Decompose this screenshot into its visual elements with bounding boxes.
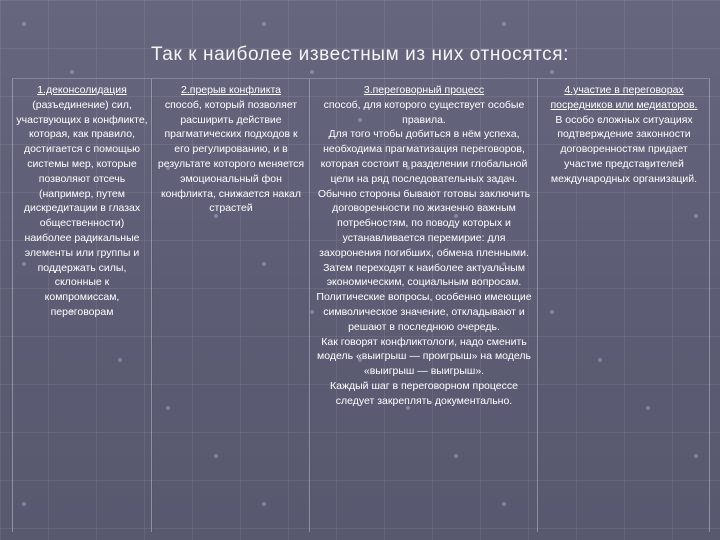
column-heading: 4.участие в переговорах посредников или медиаторов. (550, 84, 698, 111)
background-dot (550, 70, 554, 74)
column-heading: 2.прерыв конфликта (181, 84, 281, 96)
background-dot (262, 22, 266, 26)
column-paragraph: Для того чтобы добиться в нём успеха, необходима прагматизация переговоров, которая состоит в разделении глобальной цели на ряд последовательных задач. (320, 128, 528, 185)
column-paragraph: Как говорят конфликтологи, надо сменить модель «выигрыш — проигрыш» на модель «выигрыш — выигрыш». (317, 335, 531, 378)
column-text: В особо сложных ситуациях подтверждение законности договоренностям придает участие представителей международных организаций. (550, 113, 698, 185)
background-dot (502, 22, 506, 26)
column-deconsolidation (12, 79, 152, 532)
column-negotiation-process (310, 79, 538, 532)
background-dot (22, 22, 26, 26)
column-paragraph: Обычно стороны бывают готовы заключить договоренности по жизненно важным потребностям, по поводу которых и устанавливается перемирие: для захоронения погибших, обмена пленными. Затем переходят к наиболее актуальным экономическим, социальным вопросам. (317, 187, 531, 289)
column-heading: 3.переговорный процесс (363, 84, 485, 96)
column-mediators (538, 79, 710, 532)
slide-title: Так к наиболее известным из них относятся: (150, 44, 570, 65)
background-dot (310, 70, 314, 74)
column-text: (разъединение) сил, участвующих в конфликте, которая, как правило, достигается с помощью системы мер, которые позволяют отсечь (например, путем дискредитации в глазах общественности) наиболее радикальные элементы или группы и поддержать силы, склонные к компромиссам, переговорам (16, 98, 148, 318)
column-paragraph: Каждый шаг в переговорном процессе следует закреплять документально. (330, 379, 518, 407)
column-heading: 1.деконсолидация (37, 84, 127, 96)
column-paragraph: способ, для которого существует особые правила. (323, 98, 525, 126)
methods-table (12, 78, 710, 532)
column-paragraph: Политические вопросы, особенно имеющие символическое значение, откладывают и решают в последнюю очередь. (316, 291, 532, 333)
background-dot (70, 70, 74, 74)
column-text: способ, который позволяет расширить действие прагматических подходов к его регулированию, и в результате которого меняется эмоциональный фон конфликта, снижается накал страстей (157, 98, 305, 215)
column-conflict-break (152, 79, 310, 532)
